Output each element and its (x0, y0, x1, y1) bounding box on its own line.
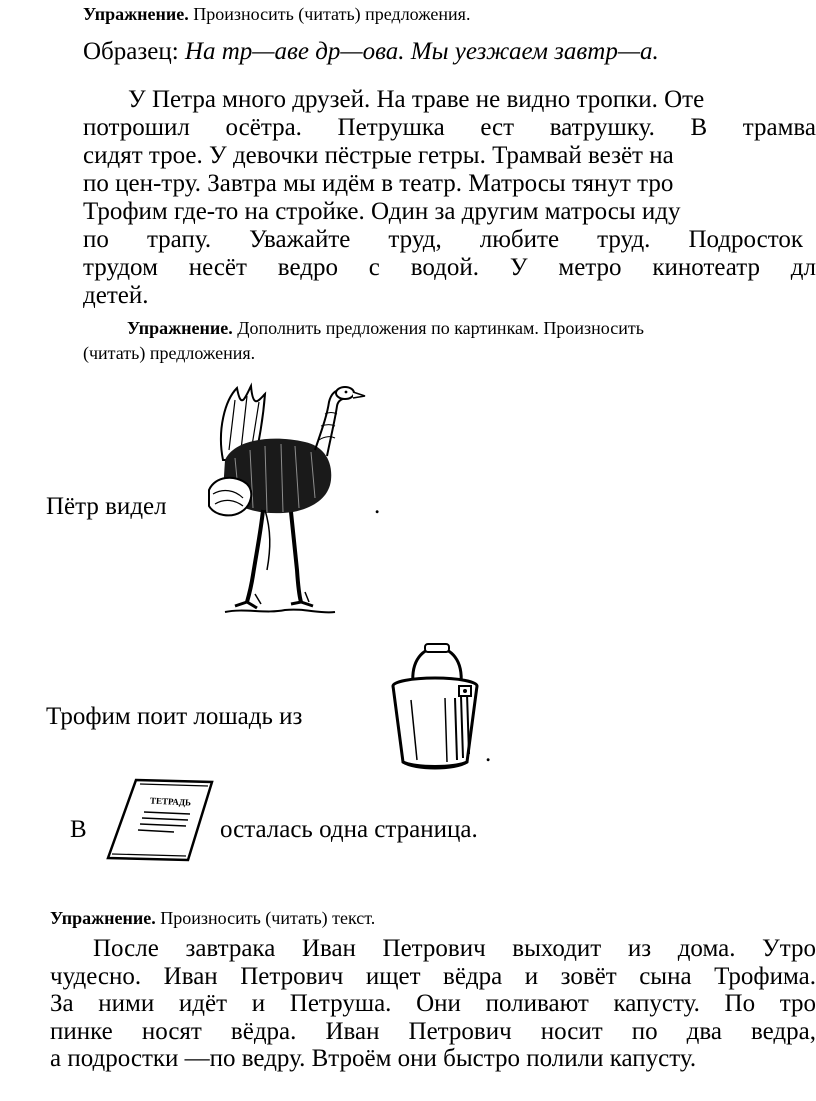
notebook-sentence-before: В (70, 816, 87, 843)
paragraph-2-line: а подростки —по ведру. Втроём они быстро полили капусту. (50, 1045, 697, 1072)
bucket-illustration (385, 640, 485, 770)
ostrich-blank-dot: . (374, 492, 381, 519)
paragraph-2-line: После завтрака Иван Петрович выходит из дома. Утро (93, 935, 816, 962)
exercise-3-label: Упражнение. (50, 908, 156, 928)
paragraph-1-line: по цен-тру. Завтра мы идём в театр. Матросы тянут тро (83, 170, 674, 197)
ostrich-sentence: Пётр видел (46, 493, 167, 520)
exercise-3-title (50, 908, 375, 929)
exercise-2-label: Упражнение. (127, 318, 233, 338)
exercise-2-instruction-2: (читать) предложения. (83, 343, 256, 363)
paragraph-1-line: потрошил осётра. Петрушка ест ватрушку. В трамва (83, 114, 816, 141)
ostrich-illustration (195, 380, 370, 620)
sample-label: Образец: (83, 38, 179, 65)
paragraph-1-line: сидят трое. У девочки пёстрые гетры. Трамвай везёт на (83, 142, 674, 169)
sample-text: На тр—аве др—ова. Мы уезжаем завтр—а. (184, 38, 659, 65)
exercise-1-title (83, 4, 470, 25)
paragraph-1-line: Трофим где-то на стройке. Один за другим матросы иду (83, 198, 681, 225)
exercise-1-instruction: Произносить (читать) предложения. (193, 4, 471, 24)
paragraph-2-line: пинке носят вёдра. Иван Петрович носит по два ведра, (50, 1017, 816, 1045)
exercise-3-instruction: Произносить (читать) текст. (160, 908, 376, 928)
paragraph-1-line: трудом несёт ведро с водой. У метро кинотеатр дл (83, 254, 816, 281)
exercise-2-instruction-1: Дополнить предложения по картинкам. Произносить (237, 318, 644, 338)
exercise-2-title (127, 318, 644, 339)
bucket-sentence: Трофим поит лошадь из (46, 703, 303, 730)
notebook-cover-text: ТЕТРАДЬ (149, 795, 192, 808)
paragraph-1-line: по трапу. Уважайте труд, любите труд. Подросток (83, 226, 803, 253)
bucket-blank-dot: . (485, 740, 492, 767)
exercise-1-label: Упражнение. (83, 4, 189, 24)
notebook-illustration (104, 778, 214, 864)
sample-line (83, 38, 659, 66)
paragraph-1-line: У Петра много друзей. На траве не видно тропки. Оте (128, 86, 705, 113)
paragraph-1-line: детей. (83, 282, 149, 309)
paragraph-2-line: За ними идёт и Петруша. Они поливают капусту. По тро (50, 990, 816, 1017)
paragraph-2 (50, 935, 816, 1073)
paragraph-1 (83, 86, 816, 310)
notebook-sentence-after: осталась одна страница. (220, 816, 478, 843)
paragraph-2-line: чудесно. Иван Петрович ищет вёдра и зовёт сына Трофима. (50, 962, 816, 990)
